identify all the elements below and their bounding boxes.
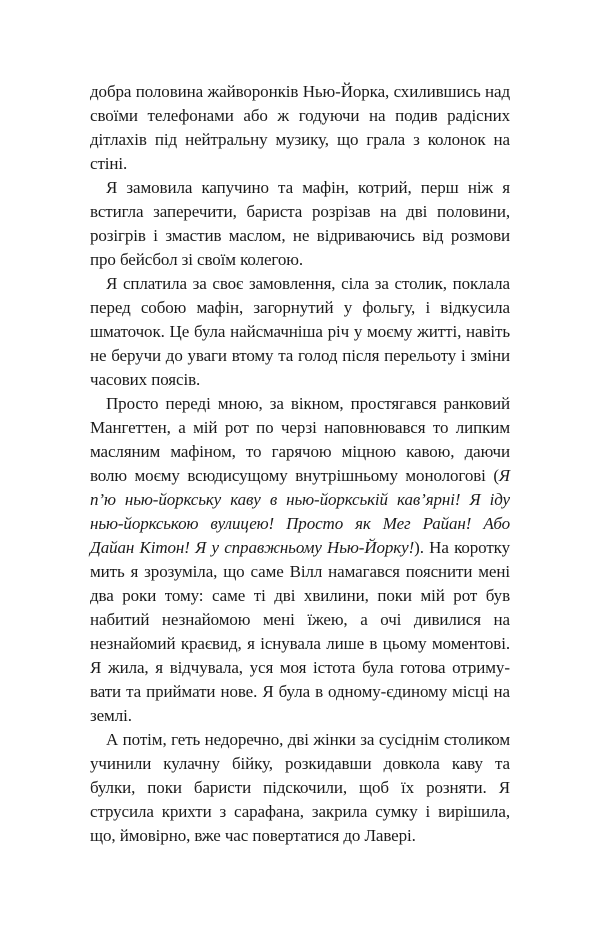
paragraph-4 — [90, 392, 510, 728]
paragraph-3 — [90, 272, 510, 392]
paragraph-5 — [90, 728, 510, 848]
paragraph-text: Я сплатила за своє замовлення, сіла за столик, поклала перед собою мафін, загорнутий у фольгу, і відкусила шматочок. Це була найсмачніша річ у моєму житті, навіть не беручи до уваги втому та голод після перельоту і зміни часових поясів. — [90, 274, 510, 389]
paragraph-2 — [90, 176, 510, 272]
book-page — [90, 80, 510, 848]
paragraph-1 — [90, 80, 510, 176]
italic-monologue: Я п’ю нью-йоркську каву в нью-йоркській кав’ярні! Я іду нью-йоркською вулицею! Просто як Мег Райан! Або Дайан Кітон! Я у справжньому Нью-Йорку! — [90, 466, 510, 557]
paragraph-text: Я замовила капучино та мафін, котрий, перш ніж я встигла заперечити, бариста розрізав на дві половини, розігрів і змастив маслом, не відриваючись від розмови про бейсбол зі своїм колегою. — [90, 178, 510, 269]
paragraph-text: добра половина жайворонків Нью-Йорка, схилившись над своїми телефонами або ж годуючи на подив радісних дітлахів під нейтральну музику, що грала з колонок на стіні. — [90, 82, 510, 173]
paragraph-text: Просто переді мною, за вікном, простягався ранковий Мангеттен, а мій рот по черзі наповнювався то липким масляним мафіном, то гарячою міцною кавою, даючи волю моєму всюдисущому внутрішньому монологові ( — [90, 394, 510, 485]
paragraph-text: А потім, геть недоречно, дві жінки за сусіднім столиком учинили кулачну бійку, розкидавши довкола каву та булки, поки баристи підскочили, щоб їх розняти. Я струсила крихти з сарафана, закрила сумку і вирішила, що, ймовірно, вже час повертатися до Лавері. — [90, 730, 510, 845]
paragraph-text: ). На коротку мить я зрозуміла, що саме Вілл намагався пояснити мені два роки тому: саме ті дві хвилини, поки мій рот був набитий незнайомою мені їжею, а очі дивилися на незнайомий краєвид, я існувала лише в цьому моментові. Я жила, я відчувала, уся моя істота була готова отримувати та приймати нове. Я була в одному-єдиному місці на землі. — [90, 538, 510, 725]
